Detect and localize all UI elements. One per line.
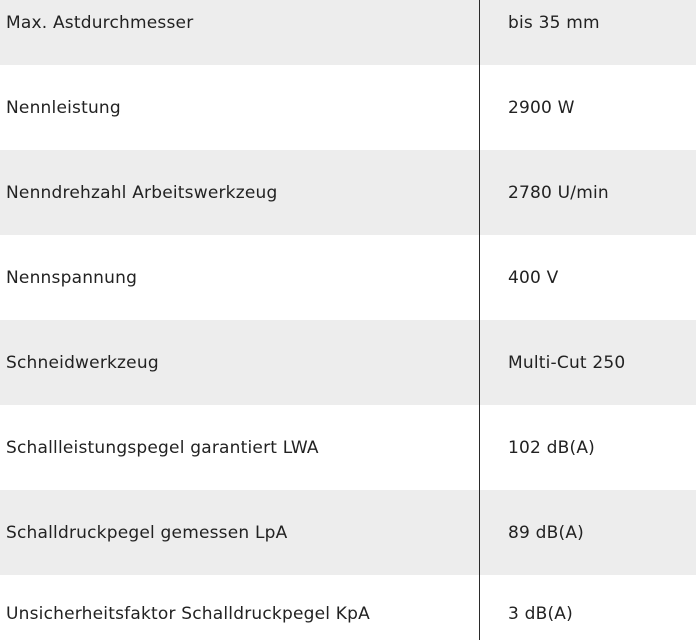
spec-label: Nenndrehzahl Arbeitswerkzeug [6,182,278,203]
spec-value: 3 dB(A) [508,603,573,624]
spec-label: Schallleistungspegel garantiert LWA [6,437,319,458]
spec-row-max-branch-diameter [0,0,696,65]
spec-row-rated-voltage [0,235,696,320]
spec-label: Nennspannung [6,267,138,288]
spec-value: 2900 W [508,97,575,118]
spec-value: 89 dB(A) [508,522,584,543]
spec-value: 2780 U/min [508,182,609,203]
spec-label: Schalldruckpegel gemessen LpA [6,522,288,543]
spec-value: Multi-Cut 250 [508,352,626,373]
spec-label: Max. Astdurchmesser [6,12,194,33]
spec-row-cutting-tool [0,320,696,405]
spec-value: 400 V [508,267,559,288]
spec-row-sound-power-level [0,405,696,490]
spec-row-uncertainty-factor [0,575,696,640]
spec-row-sound-pressure-level [0,490,696,575]
spec-label: Nennleistung [6,97,121,118]
spec-value: bis 35 mm [508,12,600,33]
spec-label: Schneidwerkzeug [6,352,159,373]
spec-row-rated-speed [0,150,696,235]
spec-value: 102 dB(A) [508,437,595,458]
spec-row-rated-power [0,65,696,150]
column-divider [479,0,480,640]
spec-label: Unsicherheitsfaktor Schalldruckpegel KpA [6,603,370,624]
